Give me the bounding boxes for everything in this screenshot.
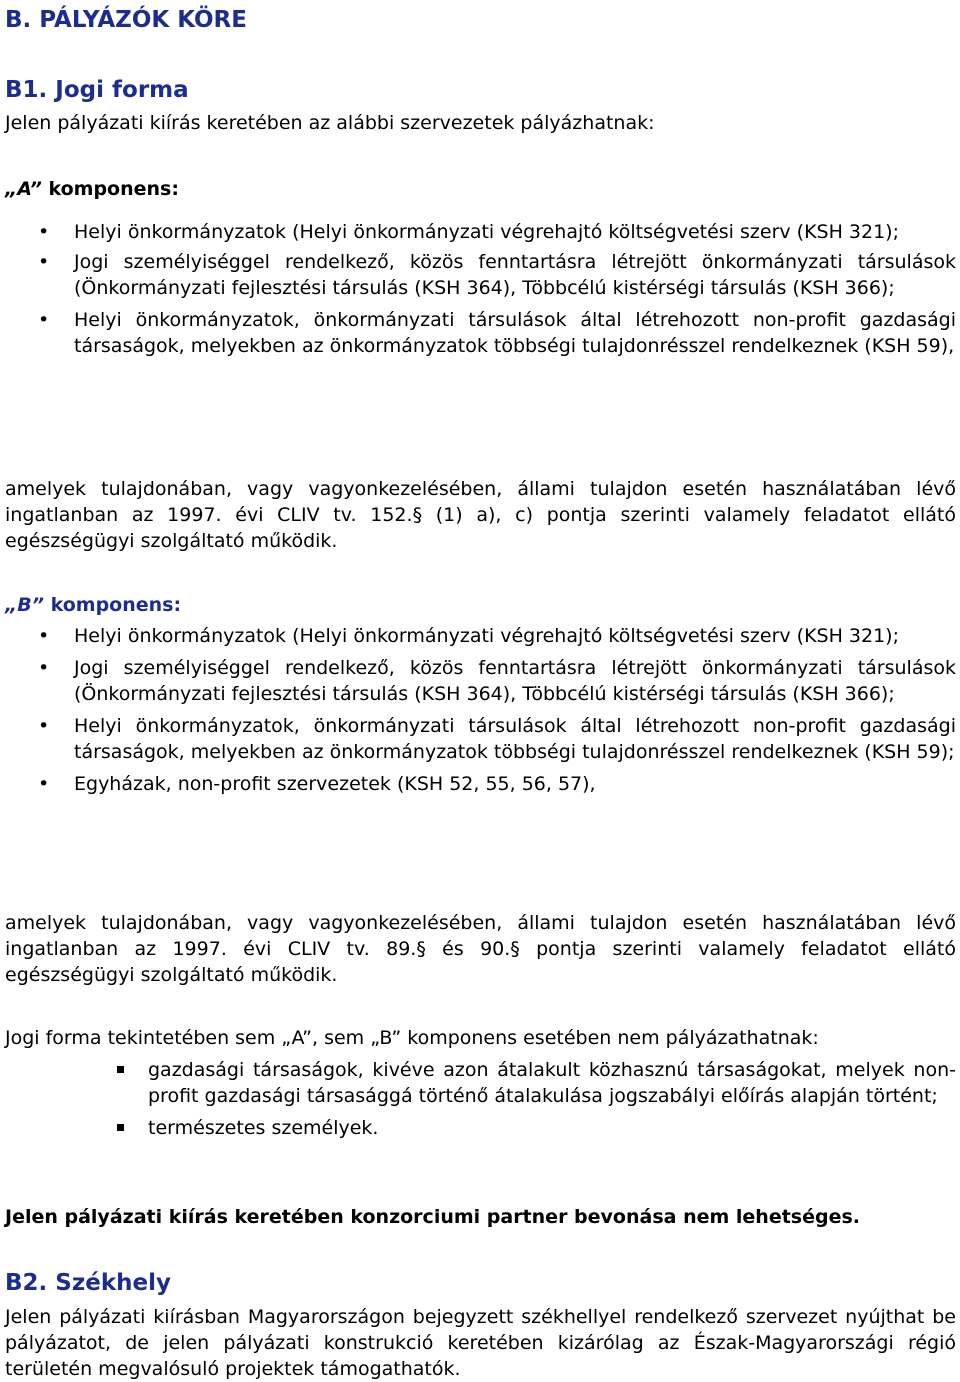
- b1-heading-number: B1.: [5, 77, 48, 103]
- list-item: természetes személyek.: [0, 1115, 956, 1141]
- list-item: gazdasági társaságok, kivéve azon átalakult közhasznú társaságokat, melyek non-profit gazdasági társasággá történő átalakulása jogszabályi előírás alapján történt;: [0, 1057, 956, 1109]
- square-bullet-icon: [117, 1124, 124, 1131]
- exclusion-list: [0, 1057, 956, 1147]
- list-item: • Helyi önkormányzatok, önkormányzati társulások által létrehozott non-profit gazdasági társaságok, melyekben az önkormányzatok többségi tulajdonrésszel rendelkeznek (KSH 59);: [38, 715, 956, 763]
- bullet-icon: •: [38, 657, 50, 679]
- list-item: • Egyházak, non-profit szervezetek (KSH 52, 55, 56, 57),: [38, 773, 596, 795]
- section-title: B. PÁLYÁZÓK KÖRE: [5, 7, 247, 33]
- list-item: • Helyi önkormányzatok (Helyi önkormányzati végrehajtó költségvetési szerv (KSH 321);: [38, 625, 899, 647]
- bullet-icon: •: [38, 773, 50, 795]
- component-a-footer: amelyek tulajdonában, vagy vagyonkezelésében, állami tulajdon esetén használatában lévő ingatlanban az 1997. évi CLIV tv. 152.§ (1) a), c) pontja szerinti valamely feladatot ellátó egészségügyi szolgáltató működik.: [5, 478, 956, 552]
- component-b-footer: amelyek tulajdonában, vagy vagyonkezelésében, állami tulajdon esetén használatában lévő ingatlanban az 1997. évi CLIV tv. 89.§ és 90.§ pontja szerinti valamely feladatot ellátó egészségügyi szolgáltató működik.: [5, 912, 956, 986]
- bullet-icon: •: [38, 625, 50, 647]
- list-item: • Helyi önkormányzatok, önkormányzati társulások által létrehozott non-profit gazdasági társaságok, melyekben az önkormányzatok többségi tulajdonrésszel rendelkeznek (KSH 59),: [38, 309, 956, 357]
- b1-intro: Jelen pályázati kiírás keretében az alábbi szervezetek pályázhatnak:: [5, 112, 655, 134]
- component-a-heading: „A” komponens:: [5, 178, 179, 200]
- b2-heading: [5, 1267, 171, 1299]
- bullet-icon: •: [38, 715, 50, 737]
- list-item: • Jogi személyiséggel rendelkező, közös fenntartásra létrejött önkormányzati társulások (Önkormányzati fejlesztési társulás (KSH 364), Többcélú kistérségi társulás (KSH 366);: [38, 657, 956, 705]
- bullet-icon: •: [38, 309, 50, 331]
- component-a-list: [0, 219, 956, 365]
- component-b-heading: „B” komponens:: [5, 594, 182, 616]
- square-bullet-icon: [117, 1066, 124, 1073]
- list-item: • Jogi személyiséggel rendelkező, közös fenntartásra létrejött önkormányzati társulások (Önkormányzati fejlesztési társulás (KSH 364), Többcélú kistérségi társulás (KSH 366);: [38, 251, 956, 299]
- component-b-list: [0, 623, 956, 803]
- bullet-icon: •: [38, 221, 50, 243]
- b1-heading: [5, 74, 189, 106]
- b2-heading-number: B2.: [5, 1270, 48, 1296]
- consortium-note: Jelen pályázati kiírás keretében konzorciumi partner bevonása nem lehetséges.: [5, 1206, 860, 1228]
- b2-heading-text: Székhely: [55, 1270, 171, 1296]
- b1-heading-text: Jogi forma: [55, 77, 189, 103]
- b2-body: Jelen pályázati kiírásban Magyarországon bejegyzett székhellyel rendelkező szervezet nyújthat be pályázatot, de jelen pályázati konstrukció keretében kizárólag az Észak-Magyarországi régió területén megvalósuló projektek támogathatók.: [5, 1306, 956, 1380]
- list-item: • Helyi önkormányzatok (Helyi önkormányzati végrehajtó költségvetési szerv (KSH 321);: [38, 221, 899, 243]
- bullet-icon: •: [38, 251, 50, 273]
- exclusion-intro: Jogi forma tekintetében sem „A”, sem „B” komponens esetében nem pályázathatnak:: [5, 1027, 819, 1049]
